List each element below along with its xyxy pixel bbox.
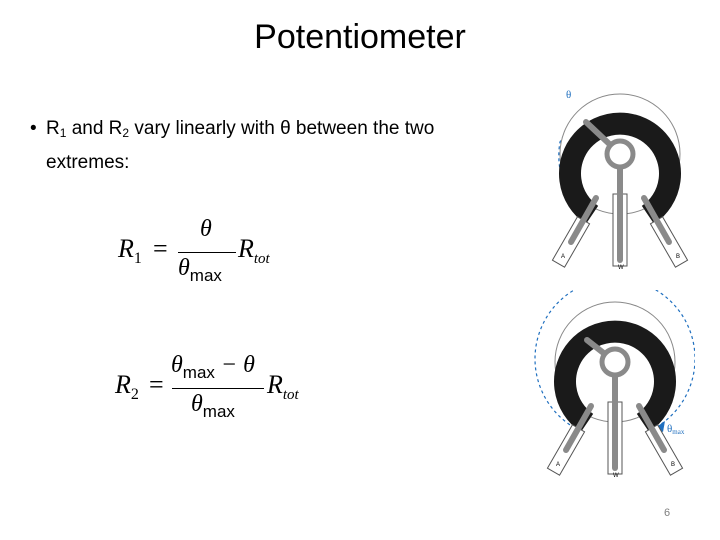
eq1-lhs-symbol: R: [118, 234, 134, 263]
eq1-numerator: θ: [200, 216, 212, 242]
bullet-text-c: vary linearly with θ between the two extremes:: [46, 118, 435, 173]
eq1-lhs: [118, 234, 142, 268]
eq2-lhs-symbol: R: [115, 370, 131, 399]
eq1-fraction-bar: [178, 252, 236, 253]
terminal-label-w: W: [618, 265, 624, 271]
eq1-lhs-sub: 1: [133, 250, 142, 267]
eq2-fraction-bar: [172, 388, 264, 389]
bullet-sub-1: 1: [59, 126, 67, 140]
eq2-denominator: [191, 391, 235, 422]
eq1-den-sub: max: [189, 266, 222, 285]
eq1-equals: =: [153, 234, 168, 263]
eq1-rhs-sub: tot: [253, 251, 270, 267]
page-number: 6: [664, 507, 671, 519]
potentiometer-figure-top: [530, 82, 700, 282]
bullet-text-a: R: [46, 118, 60, 139]
eq2-equals: =: [149, 370, 164, 399]
terminal-label-b: B: [676, 254, 681, 260]
bullet-point: [30, 114, 490, 177]
eq1-den-theta: θ: [178, 255, 190, 281]
eq2-rhs: [267, 370, 299, 404]
terminal-label-a: A: [556, 462, 561, 468]
bullet-sub-2: 2: [122, 126, 130, 140]
eq2-rhs-sub: tot: [282, 387, 299, 403]
equation-r1: [118, 212, 288, 292]
potentiometer-figure-bottom: [525, 290, 695, 490]
eq2-rhs-symbol: R: [267, 370, 283, 399]
eq2-den-theta: θ: [191, 391, 203, 417]
terminal-label-b: B: [671, 462, 676, 468]
eq2-num-sub: max: [182, 363, 215, 382]
eq2-den-sub: max: [202, 402, 235, 421]
eq2-num-rest: − θ: [214, 352, 255, 378]
bullet-text: [46, 114, 490, 177]
eq1-rhs-symbol: R: [238, 234, 254, 263]
terminal-label-a: A: [561, 254, 566, 260]
pot-wiper-hub: [602, 349, 628, 375]
angle-label-theta: θ: [566, 89, 572, 101]
eq2-lhs-sub: 2: [130, 386, 139, 403]
equation-r2: [115, 348, 315, 428]
bullet-marker: •: [30, 118, 37, 139]
slide-title: Potentiometer: [254, 18, 466, 56]
terminal-label-w: W: [613, 473, 619, 479]
eq1-rhs: [238, 234, 270, 268]
pot-wiper-hub: [607, 141, 633, 167]
angle-label-theta-max: θmax: [667, 423, 685, 436]
eq2-num-theta: θ: [171, 352, 183, 378]
eq1-denominator: [178, 255, 222, 286]
bullet-text-b: and R: [66, 118, 123, 139]
eq2-numerator: [171, 352, 255, 383]
eq2-lhs: [115, 370, 139, 404]
